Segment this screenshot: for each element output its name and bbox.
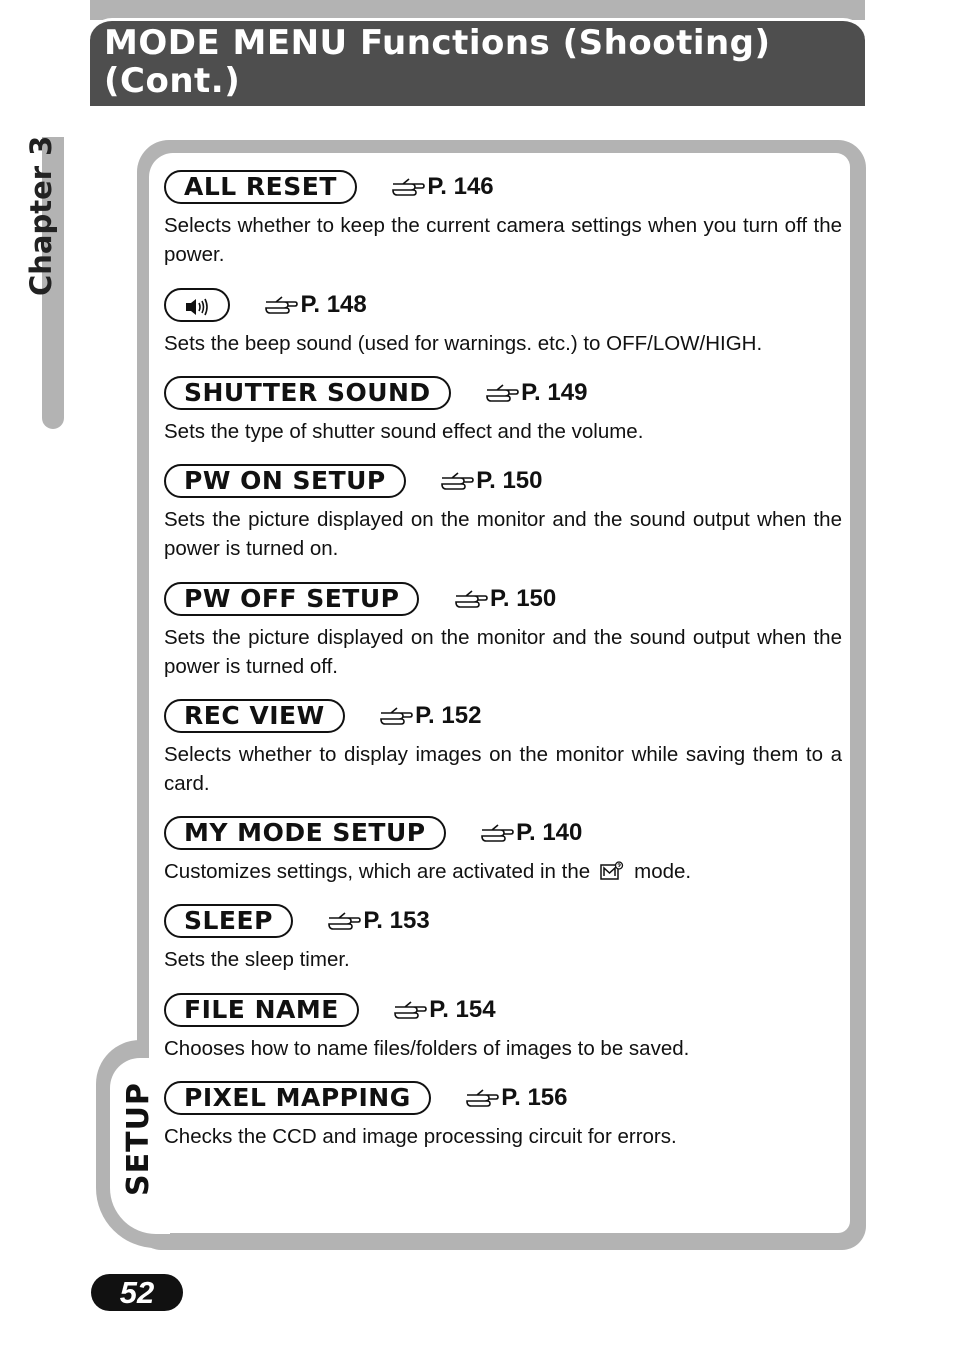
menu-label-pill: PIXEL MAPPING	[164, 1081, 431, 1115]
menu-entry-rec-view	[164, 699, 842, 798]
page-reference: P. 146	[391, 173, 493, 201]
pointing-hand-icon	[327, 912, 361, 930]
page-reference: P. 150	[440, 467, 542, 495]
page-reference: P. 153	[327, 907, 429, 935]
menu-description: Sets the picture displayed on the monitor and the sound output when the power is turned on.	[164, 508, 842, 560]
menu-label-pill: ALL RESET	[164, 170, 357, 204]
menu-label-pill: REC VIEW	[164, 699, 345, 733]
page-reference: P. 149	[485, 379, 587, 407]
page-reference: P. 150	[454, 585, 556, 613]
page-reference: P. 140	[480, 819, 582, 847]
menu-entry-sleep	[164, 904, 842, 974]
pointing-hand-icon	[379, 707, 413, 725]
menu-entry-pixel-mapping	[164, 1081, 842, 1151]
menu-description: Customizes settings, which are activated in the mode.	[164, 860, 692, 883]
page-number: 52	[91, 1274, 183, 1311]
menu-entry-shutter-sound	[164, 376, 842, 446]
pointing-hand-icon	[393, 1001, 427, 1019]
menu-label-pill: MY MODE SETUP	[164, 816, 446, 850]
pointing-hand-icon	[440, 472, 474, 490]
menu-description: Chooses how to name files/folders of images to be saved.	[164, 1037, 690, 1060]
menu-entry-my-mode-setup	[164, 816, 842, 886]
menu-description: Checks the CCD and image processing circuit for errors.	[164, 1125, 677, 1148]
page-reference: P. 154	[393, 996, 495, 1024]
menu-description: Sets the picture displayed on the monitor and the sound output when the power is turned off.	[164, 626, 842, 678]
menu-entry-file-name	[164, 993, 842, 1063]
menu-entry-beep	[164, 288, 842, 358]
menu-entry-pw-off-setup	[164, 582, 842, 681]
menu-label-pill: PW ON SETUP	[164, 464, 406, 498]
menu-description: Sets the sleep timer.	[164, 948, 350, 971]
page-reference: P. 156	[465, 1084, 567, 1112]
page-title: MODE MENU Functions (Shooting) (Cont.)	[104, 23, 771, 101]
menu-label-pill: FILE NAME	[164, 993, 359, 1027]
menu-label-pill: SLEEP	[164, 904, 293, 938]
header-top-strip	[90, 0, 865, 20]
menu-description: Sets the beep sound (used for warnings. etc.) to OFF/LOW/HIGH.	[164, 332, 763, 355]
menu-description: Selects whether to keep the current camera settings when you turn off the power.	[164, 214, 842, 266]
pointing-hand-icon	[485, 384, 519, 402]
pointing-hand-icon	[391, 178, 425, 196]
pointing-hand-icon	[480, 824, 514, 842]
menu-description: Sets the type of shutter sound effect and the volume.	[164, 420, 644, 443]
pointing-hand-icon	[465, 1089, 499, 1107]
pointing-hand-icon	[454, 590, 488, 608]
menu-description: Selects whether to display images on the monitor while saving them to a card.	[164, 743, 842, 795]
pointing-hand-icon	[264, 296, 298, 314]
menu-label-pill: SHUTTER SOUND	[164, 376, 451, 410]
menu-label-pill: PW OFF SETUP	[164, 582, 419, 616]
menu-entry-all-reset	[164, 170, 842, 269]
my-mode-icon	[600, 861, 624, 881]
menu-entry-pw-on-setup	[164, 464, 842, 563]
speaker-beep-icon	[184, 297, 210, 317]
page-reference: P. 148	[264, 291, 366, 319]
menu-label-pill	[164, 288, 230, 322]
page-reference: P. 152	[379, 702, 481, 730]
chapter-label: Chapter 3	[24, 135, 58, 296]
section-label: SETUP	[121, 1082, 156, 1196]
